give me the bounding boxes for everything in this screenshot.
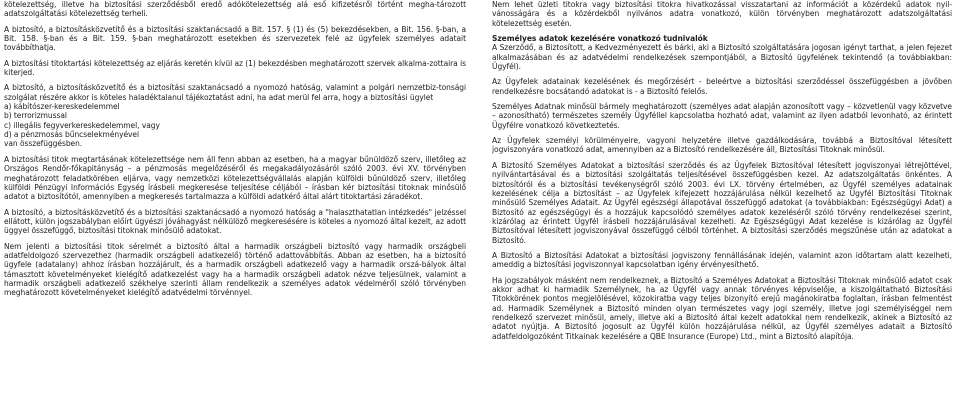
list-item: b) terrorizmussal xyxy=(4,111,67,121)
paragraph-personal-data-definition: Személyes Adatnak minősül bármely meghatározott (személyes adat alapján azonosított vagy – közvetlenül vagy közvetve – azonosítható) természetes személy Ügyféllel kapcsolatba hozható adat, valamint az ilyen adatból levonható, az érintett Ügyfélre vonatkozó következtetés. xyxy=(492,102,952,130)
paragraph-client-definition: A Szerződő, a Biztosított, a Kedvezményezett és bárki, aki a Biztosító szolgáltatására jogosan igényt tarthat, a jelen fejezet alkalmazásában és az adatvédelmi rendelkezések szempontjából, a Biztosító ügyfelének tekintendő (a továbbiakban: Ügyfél). xyxy=(492,43,952,72)
paragraph-insurance-secret: Az Ügyfelek személyi körülményeire, vagyoni helyzetére illetve gazdálkodására, továbbá a Biztosítóval létesített jogviszonyára vonatkozó adat, amennyiben az a Biztosító rendelkezésére áll, Biztosítási Titoknak minősül. xyxy=(492,136,952,155)
paragraph-data-transfer-cases: A biztosító, a biztosításközvetítő és a biztosítási szaktanácsadó a Bit. 157. § (1) és (5) bekezdésekben, a Bit. 156. §-ban, a Bit. 158. §-ban és a Bit. 159. §-ban meghatározott esetekben és szervezetek felé az ügyfelek személyes adatait továbbíthatja. xyxy=(4,24,466,53)
offense-list xyxy=(4,102,466,139)
list-item: d) a pénzmosás bűncselekményével xyxy=(4,130,140,140)
list-item: c) illegális fegyverkereskedelemmel, vagy xyxy=(4,120,160,130)
section-heading-personal-data: Személyes adatok kezelésére vonatkozó tudnivalók xyxy=(492,34,708,44)
left-column xyxy=(4,0,466,417)
paragraph-insurer-responsibility: Az Ügyfelek adatainak kezelésének és megőrzésért - beleértve a biztosítási szerződéssel összefüggésben a jövőben rendelkezésre bocsátandó adatokat is - a Biztosító felelős. xyxy=(492,77,952,96)
paragraph-retention-period: A Biztosító a Biztosítási Adatokat a biztosítási jogviszony fennállásának idején, valamint azon időtartam alatt kezelheti, ameddig a biztosítási jogviszonnyal kapcsolatban igény érvényesíthető. xyxy=(492,250,952,270)
paragraph-third-party-disclosure: Ha jogszabályok másként nem rendelkeznek, a Biztosító a Személyes Adatokat a Biztosítási Titoknak minősülő adatot csak akkor adhat ki harmadik Személynek, ha az Ügyfél vagy annak törvényes képviselője, a kiszolgáltatható Biztosítási Titokkörének pontos megjelölésével, közokiratba vagy teljes bizonyító erejű magánokiratba foglaltan, írásban felmentést ad. Harmadik Személynek a Biztosító minden olyan természetes vagy jogi személy, illetve jogi személyiséggel nem rendelkező szervezet minősül, amely, illetve aki a Biztosító által kezelt adatokkal nem rendelkezik, akinek a Biztosító az adatot nyújtja. A Biztosító jogosult az Ügyfél külön hozzájárulása nélkül, az Ügyfél személyes adatait a Biztosító adatfeldolgozóként Titkainak kezelésére a QBE Insurance (Europe) Ltd., mint a Biztosító alapítója. xyxy=(492,275,952,341)
paragraph-confidentiality-extension: A biztosítási titoktartási kötelezettség az eljárás keretén kívül az (1) bekezdésben meghatározott szervek alkalma-zottaira is kiterjed. xyxy=(4,58,466,78)
paragraph-money-laundering: A biztosítási titok megtartásának kötelezettsége nem áll fenn abban az esetben, ha a magyar bűnüldöző szerv, illetőleg az Országos Rendőr-főkapitányság – a pénzmosás megelőzéséről és megakadályozásáról szóló 2003. évi XV. törvényben meghatározott feladatkörében eljárva, vagy nemzetközi kötelezettségvállalás alapján külföldi bűnüldöző szerv, illetőleg külföldi Pénzügyi Információs Egység írásbeli megkeresése teljesítése céljából – írásban kér biztosítási titoknak minősülő adatot a biztosítótól, amennyiben a megkeresés tartalmazza a külföldi adatkérő által alárt titoktartási záradékot. xyxy=(4,154,466,202)
paragraph-data-processing: A Biztosító Személyes Adatokat a biztosítási szerződés és az Ügyfelek Biztosítóval létesített jogviszonyai létrejöttével, nyilvántartásával és a biztosítási szolgáltatás teljesítésével összefüggésben kezel. Az adatszolgáltatás önkéntes. A biztosítóról és a biztosítási tevékenységről szóló 2003. évi LX. törvény értelmében, az Ügyfél személyes adatainak kezelésének célja a biztosítást – az Ügyfelek kifejezett hozzájárulása nélkül kezelhető az Ügyfél Biztosítási Titoknak minősülő Személyes Adatait. Az Ügyfél egészségi állapotával összefüggő adatokat (a továbbiakban: Egészségügyi Adat) a Biztosító az egészségügyi és a hozzájuk kapcsolódó személyes adatok kezeléséről szóló törvény rendelkezései szerint, kizárólag az érintett Ügyfél írásbeli hozzájárulásával kezelheti. Az Egészségügyi Adat kezelése is kizárólag az Ügyfél Biztosítóval létesített jogviszonyával összefüggő célból történhet. A biztosítási szerződés megszűnése után az adatokat a Biztosító. xyxy=(492,160,952,245)
right-column xyxy=(492,0,952,417)
paragraph-public-interest: Nem lehet üzleti titokra vagy biztosítási titokra hivatkozással visszatartani az információt a közérdekű adatok nyil-vánosságára és a közérdekből nyilvános adatra vonatkozó, külön törvényben meghatározott adatszolgáltatási kötelezettség esetén. xyxy=(492,0,952,28)
paragraph-urgent-measure: A biztosító, a biztosításközvetítő és a biztosítási szaktanácsadó a nyomozó hatóság a "halaszthatatlan intézkedés" jelzéssel ellátott, külön jogszabályban előírt ügyészi jóváhagyást nélkülöző megkeresésére is köteles a nyomozó által kezelt, az adott üggyel összefüggő, biztosítási titoknak minősülő adatokat. xyxy=(4,207,466,236)
paragraph-third-country-transfer: Nem jelenti a biztosítási titok sérelmét a biztosító által a harmadik országbeli biztosító vagy harmadik országbeli adatfeldolgozó szervezethez (harmadik országbeli adatkezelő) történő adattovábbítás. Abban az esetben, ha a biztosító ügyfele (adatalany) ahhoz írásban hozzájárult, és a harmadik országbeli adatkezelő vagy a harmadik orszá-bályok által támasztott követelményeket kielégítő adatkezelést vagy ha a harmadik országbeli adatok nézve teljesülnek, valamint a harmadik országbeli adatkezelő székhelye szerinti állam rendelkezik a személyes adatok védelméről szóló törvényben meghatározott követelményeket kielégítő adatvédelmi törvénnyel. xyxy=(4,241,466,298)
paragraph-investigative-authority: A biztosító, a biztosításközvetítő és a biztosítási szaktanácsadó a nyomozó hatóság, valamint a polgári nemzetbiz-tonsági szolgálat részére akkor is köteles haladéktalanul tájékoztatást adni, ha adat merül fel arra, hogy a biztosítási ügylet xyxy=(4,83,466,102)
list-item: a) kábítószer-kereskedelemmel xyxy=(4,102,120,112)
paragraph-reporting-obligation: kötelezettség, illetve ha biztosítási szerződésből eredő adókötelezettség alá eső kifizetésről történt megha-tározott adatszolgáltatási kötelezettség terheli. xyxy=(4,0,466,19)
paragraph-list-conclusion: van összefüggésben. xyxy=(4,139,83,149)
